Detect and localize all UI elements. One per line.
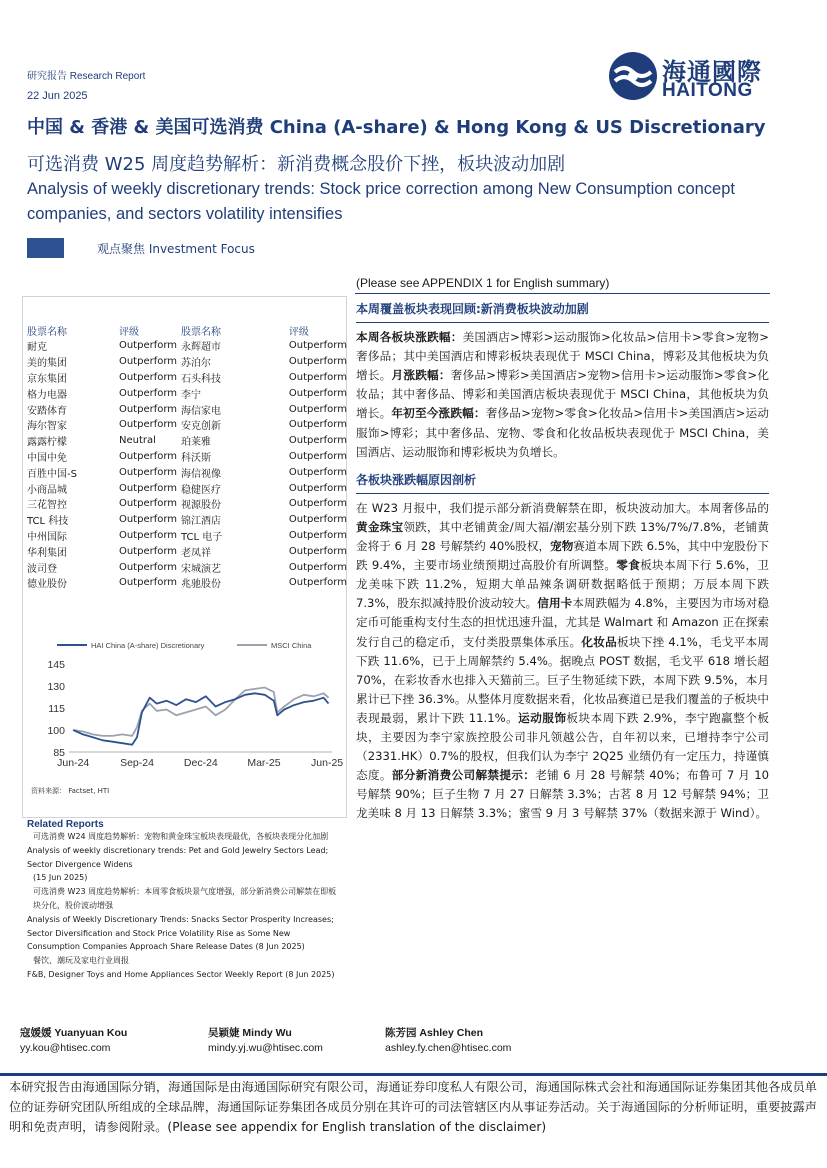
report-date: 22 Jun 2025	[27, 90, 88, 102]
weekly-text: 美国酒店>博彩>运动服饰>化妆品>信用卡>零食>宠物>奢侈品；其中美国酒店和博彩板块表现优于 MSCI China，博彩及其他板块为负增长。	[356, 330, 769, 383]
y-tick-label: 100	[47, 725, 65, 737]
ratings-header-row	[27, 323, 347, 338]
ytd-lead: 年初至今涨跌幅：	[391, 406, 486, 421]
stock-name: 小商品城	[27, 484, 67, 496]
ratings-row	[27, 433, 347, 449]
stock-rating: Outperform	[288, 450, 347, 462]
stock-name: TCL 电子	[180, 531, 223, 543]
logo-en: HAITONG	[662, 80, 753, 101]
stock-name: 科沃斯	[180, 452, 211, 464]
analysis-text: 老铺 6 月 28 号解禁 40%；布鲁可 7 月 10 号解禁 90%；巨子生物 7 月 27 日解禁 3.3%；古茗 8 月 12 号解禁 94%；卫龙美味 8 月 13 日解禁 3.3%；蜜雪 9 月 3 号解禁 37%（数据来源于 Wind）。	[356, 768, 769, 821]
report-title-cn: 可选消费 W25 周度趋势解析：新消费概念股价下挫，板块波动加剧	[27, 154, 566, 175]
stock-name: 美的集团	[27, 358, 67, 370]
legend-label: MSCI China	[271, 641, 312, 650]
ratings-table	[27, 323, 347, 591]
ytd-text: 奢侈品>宠物>零食>化妆品>信用卡>美国酒店>运动服饰>博彩；其中奢侈品、宠物、零食和化妆品板块表现优于 MSCI China，美国酒店、运动服饰和博彩板块为负增长。	[356, 406, 769, 459]
analysis-bold: 运动服饰	[518, 710, 567, 725]
stock-name: 永辉超市	[180, 342, 221, 354]
x-tick-label: Jun-25	[311, 757, 344, 769]
stock-name: 京东集团	[27, 373, 67, 385]
stock-rating: Outperform	[288, 482, 347, 494]
section-title-analysis: 各板块涨跌幅原因剖析	[356, 472, 477, 487]
ratings-row	[27, 543, 347, 559]
ratings-row	[27, 512, 347, 528]
report-type: 研究报告 Research Report	[27, 71, 146, 82]
related-reports-list	[27, 830, 339, 982]
focus-marker	[27, 238, 64, 258]
stock-name: 石头科技	[180, 373, 221, 385]
stock-name: 三花智控	[27, 500, 67, 512]
report-title-en: Analysis of weekly discretionary trends: Stock price correction among New Consumption concept companies, and sectors volatility intensifies	[27, 180, 735, 223]
ratings-header: 评级	[118, 327, 139, 338]
stock-rating: Outperform	[288, 403, 347, 415]
analyst	[20, 1026, 127, 1056]
analysis-text: 板块本周下跌 2.9%，李宁跑赢整个板块，主要因为李宁家族控股公司非凡领越公告，自年初以来，已增持李宁公司（2331.HK）0.7%的股权，但我们认为李宁 2Q25 业绩仍有一定压力，持谨慎态度。	[356, 710, 769, 783]
analysis-text: 在 W23 月报中，我们提示部分新消费解禁在即，板块波动加大。本周奢侈品的	[356, 500, 769, 515]
legend-label: HAI China (A-share) Discretionary	[91, 641, 205, 650]
stock-rating: Outperform	[288, 561, 347, 573]
stock-rating: Outperform	[118, 356, 178, 368]
disclaimer-rule	[0, 1073, 827, 1076]
main-body	[356, 298, 769, 823]
stock-name: 老凤祥	[180, 547, 211, 559]
stock-rating: Outperform	[118, 450, 178, 462]
analyst-name: 陈芳园 Ashley Chen	[385, 1027, 484, 1039]
analysis-bold: 化妆品	[581, 634, 617, 649]
stock-name: 安踏体育	[27, 405, 67, 417]
stock-name: 安克创新	[180, 421, 221, 433]
stock-rating: Outperform	[288, 340, 347, 352]
stock-name: 中州国际	[27, 531, 67, 543]
stock-rating: Outperform	[118, 561, 178, 573]
series-line	[73, 688, 328, 736]
stock-name: 德业股份	[27, 579, 67, 591]
investment-focus-label: 观点聚焦 Investment Focus	[97, 242, 255, 256]
ratings-row	[27, 338, 347, 354]
analysis-bold: 零食	[616, 558, 641, 573]
ratings-row	[27, 575, 347, 591]
analysis-text: 本周跌幅为 4.8%，主要因为市场对稳定币可能重构支付生态的担忧迅速升温，尤其是 Walmart 和 Amazon 正在探索发行自己的稳定币，支付类股票集体承压。	[356, 596, 769, 649]
analyst-email[interactable]: mindy.yj.wu@htisec.com	[208, 1042, 323, 1054]
ratings-row	[27, 496, 347, 512]
stock-name: 锦江酒店	[180, 516, 221, 528]
stock-name: 兆驰股份	[180, 579, 221, 591]
stock-rating: Outperform	[118, 514, 178, 526]
related-item[interactable]: Analysis of Weekly Discretionary Trends: Snacks Sector Prosperity Increases; Sector Diversification and Stock Price Volatility Rise as Some New Consumption Companies Approach Share Release Dates (8 Jun 2025)	[27, 914, 334, 952]
stock-rating: Outperform	[288, 498, 347, 510]
appendix-note: (Please see APPENDIX 1 for English summary)	[356, 276, 610, 290]
section-rule	[356, 493, 769, 494]
ratings-row	[27, 370, 347, 386]
stock-rating: Outperform	[288, 356, 347, 368]
performance-paragraph	[356, 328, 769, 462]
stock-rating: Outperform	[118, 387, 178, 399]
stock-name: 露露柠檬	[27, 437, 67, 449]
stock-name: 稳健医疗	[180, 484, 221, 496]
stock-rating: Outperform	[288, 387, 347, 399]
x-tick-label: Sep-24	[120, 757, 154, 769]
disclaimer: 本研究报告由海通国际分销，海通国际是由海通国际研究有限公司，海通证券印度私人有限公司，海通国际株式会社和海通国际证券集团其他各成员单位的证券研究团队所组成的全球品牌，海通国际证券集团各成员分别在其许可的司法管辖区内从事证券活动。关于海通国际的分析师证明，重要披露声明和免责声明，请参阅附录。(Please see appendix for English translation of the disclaimer)	[9, 1080, 817, 1134]
analysis-bold: 信用卡	[537, 596, 573, 611]
x-tick-label: Mar-25	[247, 757, 281, 769]
monthly-lead: 月涨跌幅：	[391, 368, 451, 383]
weekly-lead: 本周各板块涨跌幅：	[356, 330, 463, 345]
stock-rating: Outperform	[118, 403, 178, 415]
stock-name: 李宁	[180, 389, 201, 401]
stock-rating: Outperform	[118, 529, 178, 541]
x-tick-label: Jun-24	[57, 757, 90, 769]
ratings-row	[27, 449, 347, 465]
analyst	[208, 1026, 323, 1056]
analyst-name: 吴颖婕 Mindy Wu	[208, 1027, 292, 1039]
ratings-header: 股票名称	[180, 327, 221, 338]
ratings-row	[27, 559, 347, 575]
stock-rating: Outperform	[288, 435, 347, 447]
stock-rating: Outperform	[288, 371, 347, 383]
stock-name: 海信视像	[180, 468, 221, 480]
section-title-performance: 本周覆盖板块表现回顾:新消费板块波动加剧	[356, 302, 589, 316]
analyst-name: 寇媛媛 Yuanyuan Kou	[20, 1027, 128, 1039]
ratings-body	[27, 338, 347, 591]
stock-rating: Outperform	[288, 514, 347, 526]
stock-rating: Outperform	[118, 577, 178, 589]
related-item[interactable]: 餐饮、潮玩及家电行业周报	[33, 956, 129, 966]
stock-rating: Outperform	[118, 498, 178, 510]
logo-cn: 海通國際	[662, 58, 762, 86]
analysis-text: 板块下挫 4.1%，毛戈平本周下跌 11.6%，已于上周解禁约 5.4%。据晚点 POST 数据，毛戈平 618 增长超 70%，在彩妆香水也排入天猫前三。巨子生物延续下跌，本周下跌 9.5%，本月累计已下挫 36.3%。从整体月度数据来看，化妆品赛道已是我们覆盖的子板块中表现最弱，累计下跌 11.1%。	[356, 634, 769, 725]
analysis-text: 赛道本周下跌 6.5%，其中中宠股份下跌 9.4%，主要市场业绩预期过高股价有所调整。	[356, 539, 769, 573]
ratings-header: 评级	[288, 327, 309, 338]
related-item[interactable]: 可选消费 W24 周度趋势解析：宠物和黄金珠宝板块表现最优，各板块表现分化加剧	[33, 832, 329, 841]
analysis-bold: 宠物	[550, 539, 574, 554]
stock-rating: Outperform	[118, 419, 178, 431]
performance-chart	[27, 634, 347, 774]
y-tick-label: 145	[47, 659, 65, 671]
stock-name: 中国中免	[27, 452, 67, 464]
ratings-row	[27, 354, 347, 370]
analyst-email[interactable]: yy.kou@htisec.com	[20, 1042, 111, 1054]
stock-name: 珀莱雅	[180, 437, 211, 449]
ratings-row	[27, 464, 347, 480]
stock-rating: Neutral	[118, 435, 156, 447]
x-tick-label: Dec-24	[183, 757, 218, 769]
section-rule	[356, 322, 769, 323]
stock-name: 海尔智家	[27, 421, 67, 433]
stock-rating: Outperform	[118, 482, 178, 494]
y-tick-label: 130	[47, 681, 65, 693]
ratings-row	[27, 385, 347, 401]
related-item[interactable]: F&B, Designer Toys and Home Appliances Sector Weekly Report (8 Jun 2025)	[27, 969, 335, 979]
stock-name: 苏泊尔	[180, 358, 211, 370]
stock-name: 百胜中国-S	[27, 468, 77, 480]
ratings-row	[27, 480, 347, 496]
ratings-row	[27, 528, 347, 544]
analysis-paragraph	[356, 499, 769, 824]
stock-rating: Outperform	[288, 419, 347, 431]
stock-name: 宋城演艺	[180, 563, 221, 575]
haitong-logo-icon	[607, 50, 659, 102]
stock-name: TCL 科技	[27, 516, 69, 528]
analysis-bold: 黄金珠宝	[356, 519, 404, 534]
y-tick-label: 115	[48, 703, 65, 715]
ratings-row	[27, 417, 347, 433]
stock-name: 格力电器	[27, 389, 67, 401]
ratings-header: 股票名称	[27, 327, 67, 338]
stock-rating: Outperform	[118, 340, 178, 352]
stock-rating: Outperform	[288, 577, 347, 589]
stock-rating: Outperform	[288, 466, 347, 478]
chart-source: 资料来源： Factset, HTI	[31, 787, 110, 795]
top-rule	[355, 293, 770, 294]
related-item[interactable]: 可选消费 W23 周度趋势解析：本周零食板块景气度增强，部分新消费公司解禁在即板块分化，股价波动增强	[33, 887, 337, 910]
stock-rating: Outperform	[118, 466, 178, 478]
stock-rating: Outperform	[288, 545, 347, 557]
ratings-row	[27, 401, 347, 417]
stock-name: 耐克	[27, 342, 47, 354]
stock-rating: Outperform	[288, 529, 347, 541]
stock-rating: Outperform	[118, 545, 178, 557]
monthly-text: 奢侈品>博彩>美国酒店>宠物>信用卡>运动服饰>零食>化妆品；其中奢侈品、博彩和美国酒店板块表现优于 MSCI China，其他板块为负增长。	[356, 368, 769, 421]
analyst	[385, 1026, 511, 1056]
sector-title: 中国 & 香港 & 美国可选消费 China (A-share) & Hong Kong & US Discretionary	[27, 117, 766, 138]
stock-name: 海信家电	[180, 405, 221, 417]
analysis-bold: 部分新消费公司解禁提示：	[391, 768, 536, 783]
performance-chart-svg	[27, 634, 347, 774]
analysis-text: 领跌，其中老铺黄金/周大福/潮宏基分别下跌 13%/7%/7.8%，老铺黄金将于 6 月 28 号解禁约 40%股权，	[356, 519, 769, 554]
stock-name: 波司登	[27, 563, 57, 575]
stock-name: 视源股份	[180, 500, 221, 512]
analysis-text: 板块本周下行 5.6%，卫龙美味下跌 11.2%，短期大单品辣条调研数据略低于预期；万辰本周下跌 7.3%，股东拟减持股价波动较大。	[356, 558, 769, 611]
y-tick-label: 85	[53, 747, 65, 759]
related-item: (15 Jun 2025)	[33, 873, 88, 883]
related-reports-heading: Related Reports	[27, 819, 104, 830]
stock-rating: Outperform	[118, 371, 178, 383]
related-item[interactable]: Analysis of weekly discretionary trends: Pet and Gold Jewelry Sectors Lead; Sector Divergence Widens	[27, 845, 329, 869]
stock-name: 华利集团	[27, 547, 67, 559]
analyst-email[interactable]: ashley.fy.chen@htisec.com	[385, 1042, 512, 1054]
